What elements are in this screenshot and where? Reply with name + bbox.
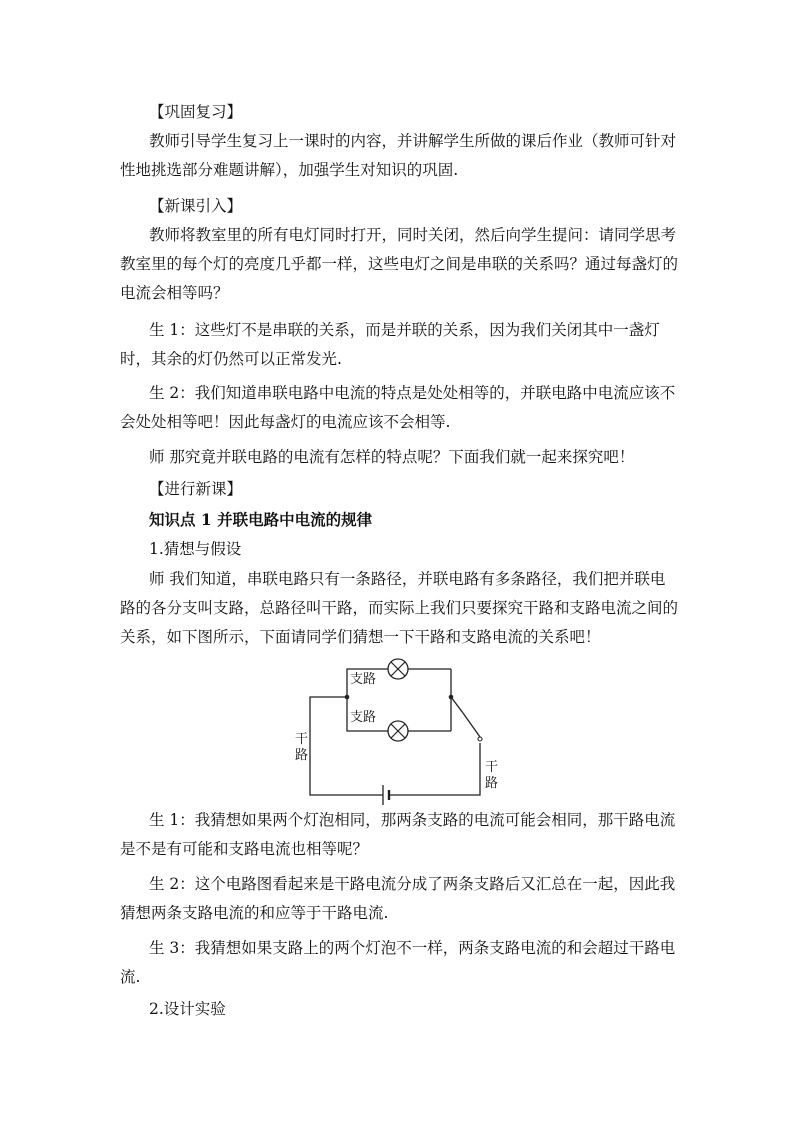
lesson-student3: 生 3：我猜想如果支路上的两个灯泡不一样，两条支路电流的和会超过干路电流. — [120, 939, 676, 986]
knowledge-point-title: 知识点 1 并联电路中电流的规律 — [149, 510, 373, 529]
switch-contact — [478, 737, 482, 741]
lesson-teacher-paragraph: 师 我们知道，串联电路只有一条路径，并联电路有多条路径，我们把并联电路的各分支叫支路，总路径叫干路，而实际上我们只要探究干路和支路电流之间的关系，如下图所示，下面请同学们猜想一下干路和支路电流的关系吧！ — [120, 570, 679, 646]
step1-title: 1.猜想与假设 — [149, 540, 242, 558]
intro-teacher: 师 那究竟并联电路的电流有怎样的特点呢？下面我们就一起来探究吧！ — [149, 448, 635, 466]
branch-label-bottom: 支路 — [350, 710, 377, 725]
lesson-heading: 【进行新课】 — [149, 480, 243, 498]
trunk-label-right-1: 干 — [485, 760, 499, 775]
lesson-student2: 生 2：这个电路图看起来是干路电流分成了两条支路后又汇总在一起，因此我猜想两条支路电流的和应等于干路电流. — [120, 875, 676, 922]
junction-left — [345, 695, 350, 700]
parallel-circuit-diagram — [280, 655, 520, 805]
branch-label-top: 支路 — [350, 672, 377, 687]
lamp-bottom-icon — [388, 721, 408, 741]
step2-title: 2.设计实验 — [149, 1000, 226, 1018]
junction-right — [449, 695, 454, 700]
review-paragraph: 教师引导学生复习上一课时的内容，并讲解学生所做的课后作业（教师可针对性地挑选部分难题讲解），加强学生对知识的巩固. — [120, 132, 677, 179]
trunk-label-right-2: 路 — [485, 776, 499, 791]
trunk-wire-right — [389, 743, 480, 795]
review-heading: 【巩固复习】 — [149, 103, 243, 121]
lesson-student1: 生 1：我猜想如果两个灯泡相同，那两条支路的电流可能会相同，那干路电流是不是有可能和支路电流也相等呢？ — [120, 811, 676, 858]
switch-blade — [463, 713, 480, 737]
intro-paragraph: 教师将教室里的所有电灯同时打开，同时关闭，然后向学生提问：请同学思考教室里的每个灯的亮度几乎都一样，这些电灯之间是串联的关系吗？通过每盏灯的电流会相等吗？ — [120, 226, 679, 302]
intro-student1: 生 1：这些灯不是串联的关系，而是并联的关系，因为我们关闭其中一盏灯时，其余的灯仍然可以正常发光. — [120, 321, 660, 368]
trunk-label-left-1: 干 — [295, 732, 309, 747]
intro-heading: 【新课引入】 — [149, 197, 243, 215]
lamp-top-icon — [388, 659, 408, 679]
switch-lead-top — [451, 697, 463, 713]
trunk-label-left-2: 路 — [295, 748, 309, 763]
intro-student2: 生 2：我们知道串联电路中电流的特点是处处相等的，并联电路中电流应该不会处处相等吧！因此每盏灯的电流应该不会相等. — [120, 384, 676, 431]
